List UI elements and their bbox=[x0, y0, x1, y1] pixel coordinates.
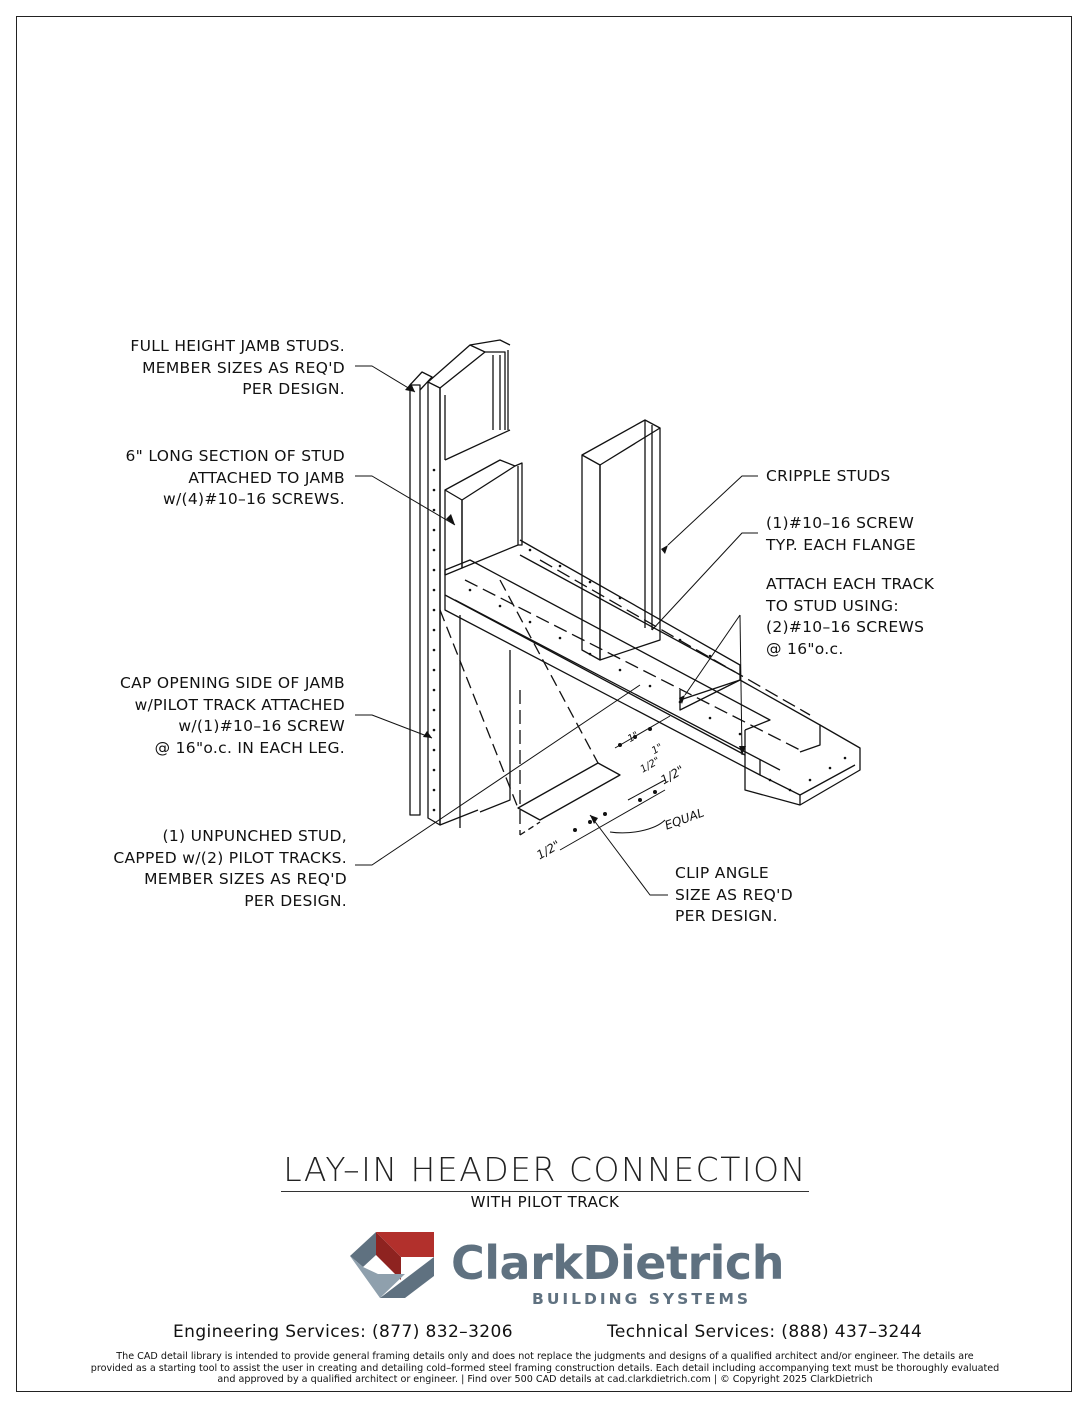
note-unpunched-stud: (1) UNPUNCHED STUD, CAPPED w/(2) PILOT TRACKS. MEMBER SIZES AS REQ'D PER DESIGN. bbox=[113, 827, 347, 910]
technical-services: Technical Services: (888) 437–3244 bbox=[607, 1322, 923, 1342]
note-cap-opening: CAP OPENING SIDE OF JAMB w/PILOT TRACK ATTACHED w/(1)#10–16 SCREW @ 16"o.c. IN EACH LEG. bbox=[120, 674, 345, 757]
note-jamb-studs: FULL HEIGHT JAMB STUDS. MEMBER SIZES AS REQ'D PER DESIGN. bbox=[130, 337, 345, 398]
disclaimer-line: The CAD detail library is intended to provide general framing details only and does not replace the judgments and designs of a qualified architect and/or engineer. The details are bbox=[116, 1351, 974, 1362]
note-stud-section: 6" LONG SECTION OF STUD ATTACHED TO JAMB w/(4)#10–16 SCREWS. bbox=[125, 447, 345, 508]
engineering-services: Engineering Services: (877) 832–3206 bbox=[173, 1322, 513, 1342]
note-screw-flange: (1)#10–16 SCREW TYP. EACH FLANGE bbox=[766, 514, 916, 554]
detail-subtitle: WITH PILOT TRACK bbox=[470, 1193, 620, 1211]
dim-tick-2: 1" bbox=[649, 741, 665, 758]
dim-half-right: 1/2" bbox=[658, 762, 687, 788]
detail-title: LAY–IN HEADER CONNECTION bbox=[0, 1150, 1090, 1189]
disclaimer-line: provided as a starting tool to assist the user in creating and detailing cold–formed steel framing construction details. Each detail including accompanying text must be thoroughly evaluated bbox=[90, 1362, 1000, 1374]
note-attach-track: ATTACH EACH TRACK TO STUD USING: (2)#10–16 SCREWS @ 16"o.c. bbox=[766, 575, 935, 658]
dim-equal: EQUAL bbox=[662, 805, 706, 833]
brand-division: BUILDING SYSTEMS bbox=[532, 1290, 752, 1308]
brand-name: ClarkDietrich bbox=[451, 1236, 784, 1290]
disclaimer-line: and approved by a qualified architect or engineer. | Find over 500 CAD details at cad.clarkdietrich.com | © Copyright 2025 ClarkDietrich bbox=[217, 1374, 873, 1386]
dim-half-top: 1/2" bbox=[638, 755, 663, 776]
note-clip-angle: CLIP ANGLE SIZE AS REQ'D PER DESIGN. bbox=[675, 864, 793, 925]
dim-half-left: 1/2" bbox=[534, 837, 563, 863]
disclaimer bbox=[40, 1351, 1050, 1386]
dim-tick-1: 1" bbox=[625, 729, 641, 746]
note-cripple-studs: CRIPPLE STUDS bbox=[766, 467, 891, 485]
